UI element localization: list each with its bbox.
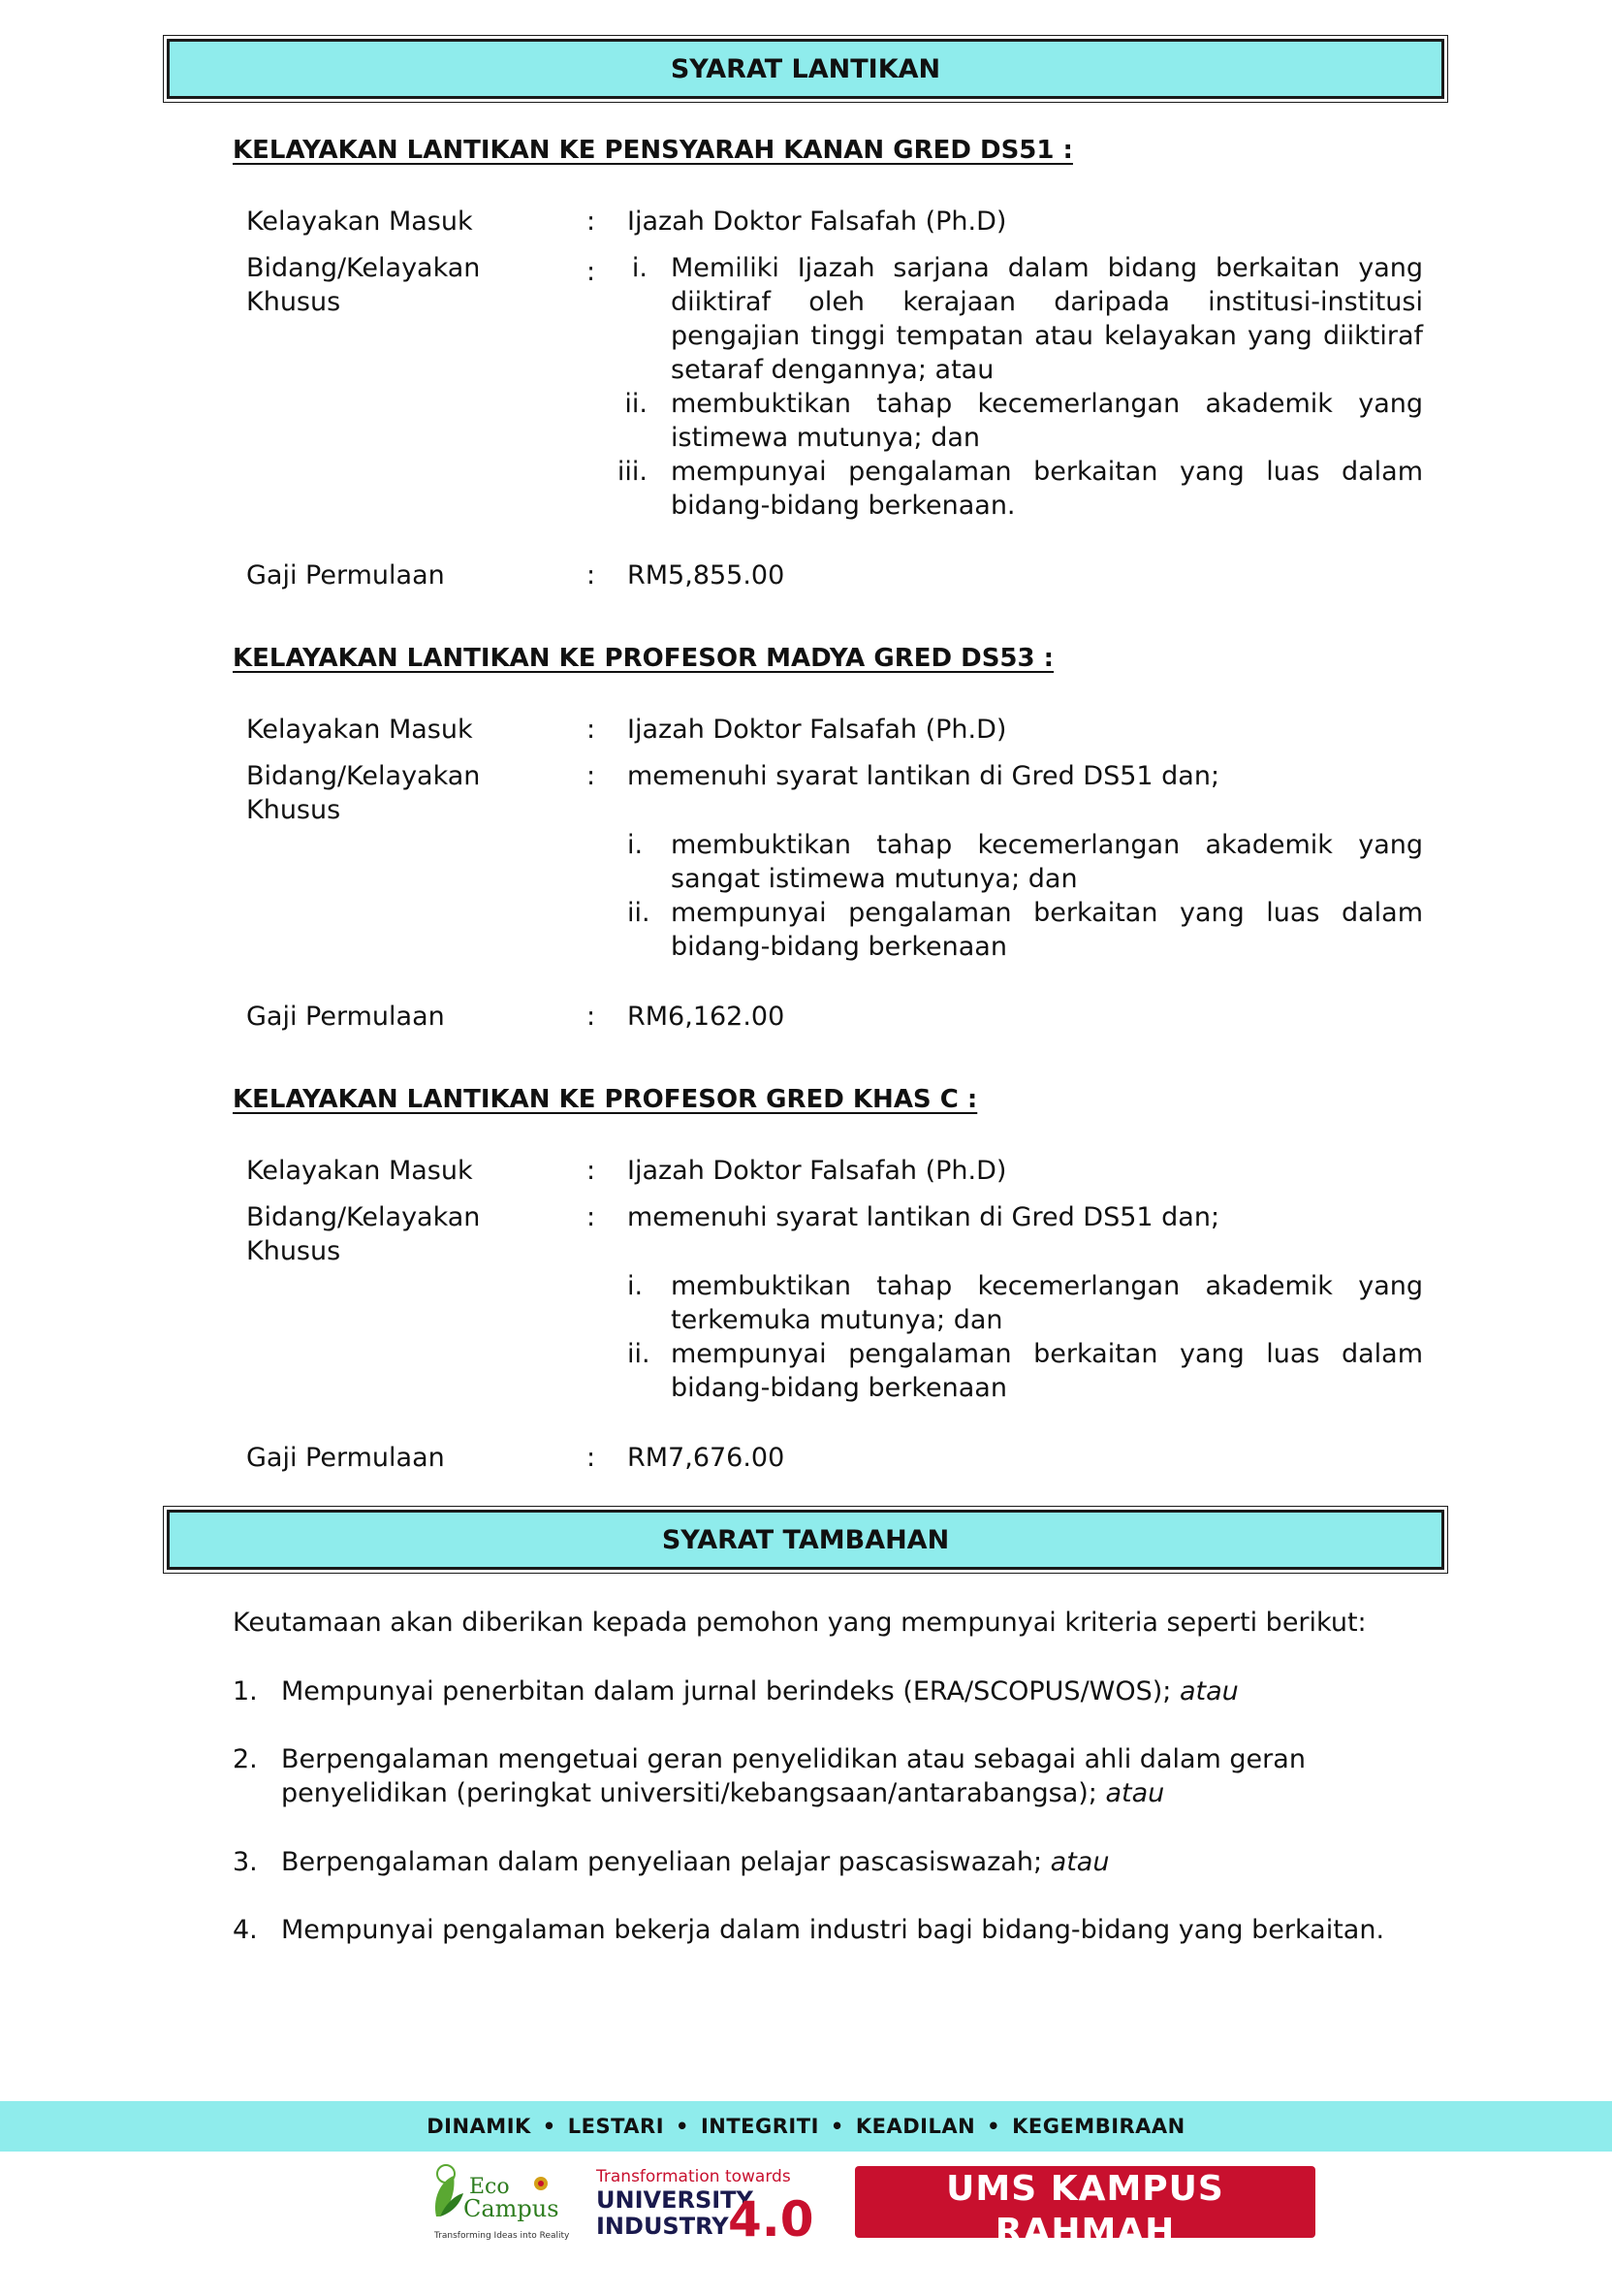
eco-campus-logo [427,2160,572,2246]
colon: : [586,257,596,287]
item-text-main: Mempunyai penerbitan dalam jurnal berindeks (ERA/SCOPUS/WOS); [281,1676,1180,1706]
svg-text:Campus: Campus [463,2195,559,2222]
value-word: DINAMIK [427,2115,531,2138]
heading-ds51: KELAYAKAN LANTIKAN KE PENSYARAH KANAN GRED DS51 : [233,136,1073,165]
heading-khas-c: KELAYAKAN LANTIKAN KE PROFESOR GRED KHAS C : [233,1085,978,1114]
section-header-syarat-tambahan [167,1510,1444,1570]
item-text [281,1742,1425,1810]
label-gaji-permulaan: Gaji Permulaan [246,560,445,590]
value-kelayakan-masuk: Ijazah Doktor Falsafah (Ph.D) [627,207,1007,237]
footer-values-band [0,2101,1612,2152]
colon: : [586,1443,596,1473]
label-bidang-2: Khusus [246,795,341,825]
value-word: LESTARI [567,2115,665,2138]
value-word: KEGEMBIRAAN [1012,2115,1185,2138]
item-text: membuktikan tahap kecemerlangan akademik yang sangat istimewa mutunya; dan [671,830,1423,894]
item-number: ii. [624,389,648,419]
colon: : [586,1202,596,1232]
value-kelayakan-masuk: Ijazah Doktor Falsafah (Ph.D) [627,715,1007,745]
item-text: membuktikan tahap kecemerlangan akademik yang terkemuka mutunya; dan [671,1271,1423,1335]
item-number: ii. [627,898,650,928]
industry-4-icon [594,2164,817,2242]
item-text [281,1674,1425,1708]
svg-text:Eco: Eco [469,2175,510,2199]
item-number: ii. [627,1339,650,1369]
item-number: 3. [233,1847,258,1877]
item-text-emphasis: atau [1105,1778,1165,1808]
label-kelayakan-masuk: Kelayakan Masuk [246,207,473,237]
svg-text:4.0: 4.0 [728,2191,814,2242]
svg-text:INDUSTRY: INDUSTRY [596,2213,729,2240]
label-kelayakan-masuk: Kelayakan Masuk [246,715,473,745]
item-number: 1. [233,1676,258,1706]
bullet-separator: • [830,2115,844,2138]
value-gaji-permulaan: RM5,855.00 [627,560,785,590]
ums-kampus-rahmah-banner [855,2166,1315,2295]
footer-values [427,2115,1185,2138]
label-bidang-1: Bidang/Kelayakan [246,253,481,283]
item-text: Memiliki Ijazah sarjana dalam bidang berkaitan yang diiktiraf oleh kerajaan daripada institusi-institusi pengajian tinggi tempatan atau kelayakan yang diiktiraf setaraf dengannya; atau [671,253,1423,385]
bullet-separator: • [987,2115,1001,2138]
item-text: mempunyai pengalaman berkaitan yang luas dalam bidang-bidang berkenaan [671,1339,1423,1403]
tambahan-intro: Keutamaan akan diberikan kepada pemohon yang mempunyai kriteria seperti berikut: [233,1608,1367,1638]
svg-text:UNIVERSITY: UNIVERSITY [596,2186,753,2214]
item-text: membuktikan tahap kecemerlangan akademik yang istimewa mutunya; dan [671,389,1423,453]
item-text: mempunyai pengalaman berkaitan yang luas dalam bidang-bidang berkenaan [671,898,1423,962]
university-industry-4-logo [594,2164,817,2242]
section-header-syarat-lantikan [167,39,1444,99]
item-number: i. [627,1271,644,1301]
label-kelayakan-masuk: Kelayakan Masuk [246,1156,473,1186]
value-bidang: memenuhi syarat lantikan di Gred DS51 dan; [627,1202,1220,1232]
label-gaji-permulaan: Gaji Permulaan [246,1443,445,1473]
item-text-main: Berpengalaman mengetuai geran penyelidikan atau sebagai ahli dalam geran penyelidikan (peringkat universiti/kebangsaan/antarabangsa); [281,1744,1306,1808]
value-kelayakan-masuk: Ijazah Doktor Falsafah (Ph.D) [627,1156,1007,1186]
banner-subtitle: TERAS KECEMERLANGAN DAN KEUNGGULAN [928,2253,1243,2295]
colon: : [586,1002,596,1032]
section-title: SYARAT TAMBAHAN [661,1524,950,1555]
colon: : [586,761,596,791]
svg-text:Transformation towards: Transformation towards [596,2167,791,2186]
bullet-separator: • [542,2115,556,2138]
svg-text:Transforming Ideas into Realit: Transforming Ideas into Reality [434,2231,570,2241]
colon: : [586,207,596,237]
eco-campus-leaf-icon [427,2160,572,2246]
heading-ds53: KELAYAKAN LANTIKAN KE PROFESOR MADYA GRED DS53 : [233,644,1055,673]
item-number: 2. [233,1744,258,1774]
label-gaji-permulaan: Gaji Permulaan [246,1002,445,1032]
item-text-main: Mempunyai pengalaman bekerja dalam industri bagi bidang-bidang yang berkaitan. [281,1915,1385,1945]
item-text-emphasis: atau [1050,1847,1110,1877]
item-text [281,1845,1425,1879]
label-bidang-2: Khusus [246,287,341,317]
item-number: iii. [616,457,648,487]
label-bidang-1: Bidang/Kelayakan [246,761,481,791]
item-text [281,1913,1425,1947]
colon: : [586,1156,596,1186]
value-word: INTEGRITI [700,2115,819,2138]
label-bidang-1: Bidang/Kelayakan [246,1202,481,1232]
item-number: 4. [233,1915,258,1945]
value-bidang: memenuhi syarat lantikan di Gred DS51 dan; [627,761,1220,791]
colon: : [586,560,596,590]
value-gaji-permulaan: RM7,676.00 [627,1443,785,1473]
item-text-emphasis: atau [1179,1676,1239,1706]
banner-title: UMS KAMPUS RAHMAH [946,2169,1224,2251]
value-word: KEADILAN [855,2115,976,2138]
item-number: i. [631,253,648,283]
colon: : [586,715,596,745]
value-gaji-permulaan: RM6,162.00 [627,1002,785,1032]
bullet-separator: • [676,2115,689,2138]
item-text: mempunyai pengalaman berkaitan yang luas dalam bidang-bidang berkenaan. [671,457,1423,521]
item-text-main: Berpengalaman dalam penyeliaan pelajar pascasiswazah; [281,1847,1051,1877]
item-number: i. [627,830,644,860]
label-bidang-2: Khusus [246,1236,341,1266]
section-title: SYARAT LANTIKAN [670,53,941,84]
